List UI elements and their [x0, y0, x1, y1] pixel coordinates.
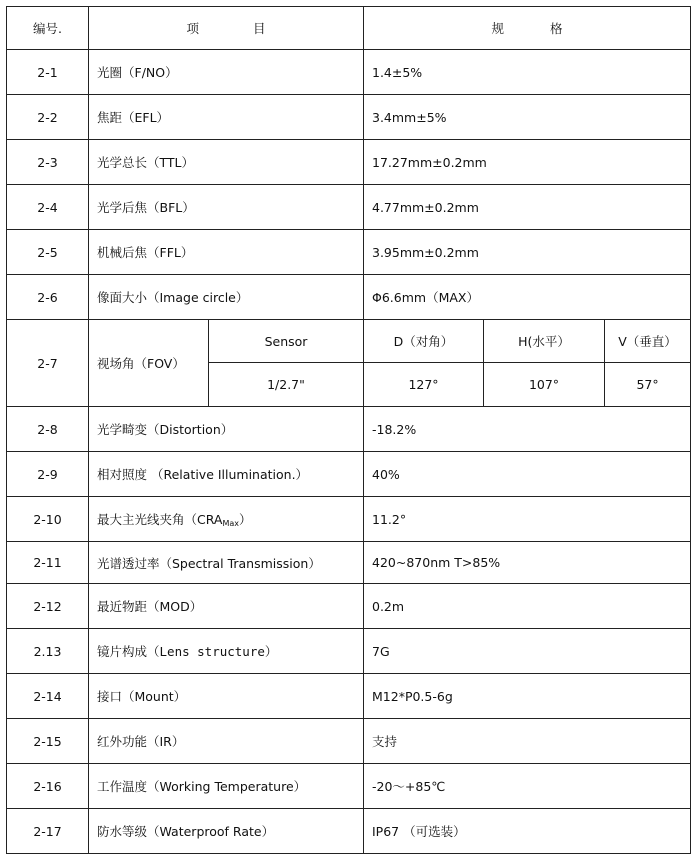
row-value: -18.2%: [364, 407, 691, 452]
row-value: 1.4±5%: [364, 50, 691, 95]
table-row: [7, 674, 691, 719]
table-row: [7, 140, 691, 185]
row-item: 红外功能（IR）: [89, 719, 364, 764]
fov-value-sensor: 1/2.7": [209, 363, 364, 407]
fov-item: 视场角（FOV）: [89, 320, 209, 407]
row-value: 0.2m: [364, 584, 691, 629]
row-value: -20～+85℃: [364, 764, 691, 809]
fov-value-diagonal: 127°: [364, 363, 484, 407]
row-item: 光学后焦（BFL）: [89, 185, 364, 230]
fov-header-sensor: Sensor: [209, 320, 364, 363]
row-number: 2-5: [7, 230, 89, 275]
row-number: 2-7: [7, 320, 89, 407]
row-value: 11.2°: [364, 497, 691, 542]
header-spec-char-2: 格: [550, 21, 563, 36]
row-item: 光圈（F/NO）: [89, 50, 364, 95]
header-spec: [364, 7, 691, 50]
row-number: 2-14: [7, 674, 89, 719]
table-header-row: [7, 7, 691, 50]
table-row: [7, 275, 691, 320]
table-row: [7, 764, 691, 809]
lens-item-close: ）: [264, 644, 278, 659]
row-item: 最近物距（MOD）: [89, 584, 364, 629]
cra-item-close: ）: [239, 512, 252, 527]
row-item: 像面大小（Image circle）: [89, 275, 364, 320]
row-number: 2-3: [7, 140, 89, 185]
lens-item-text: 镜片构成（: [97, 644, 160, 659]
row-number: 2-17: [7, 809, 89, 854]
row-number: 2-6: [7, 275, 89, 320]
row-item: 工作温度（Working Temperature）: [89, 764, 364, 809]
cra-item: [89, 497, 364, 542]
row-value: 3.4mm±5%: [364, 95, 691, 140]
row-number: 2-12: [7, 584, 89, 629]
cra-max-subscript: Max: [222, 519, 240, 528]
row-number: 2.13: [7, 629, 89, 674]
row-number: 2-11: [7, 542, 89, 584]
row-number: 2-15: [7, 719, 89, 764]
cra-item-text: 最大主光线夹角（CRA: [97, 512, 223, 527]
row-value: 40%: [364, 452, 691, 497]
header-item-char-1: 项: [186, 21, 199, 36]
table-row: [7, 407, 691, 452]
row-item: 相对照度 （Relative Illumination.）: [89, 452, 364, 497]
table-row: [7, 497, 691, 542]
fov-header-row: [7, 320, 691, 363]
row-value: Φ6.6mm（MAX）: [364, 275, 691, 320]
table-row: [7, 542, 691, 584]
table-row: [7, 809, 691, 854]
fov-header-vertical: V（垂直）: [605, 320, 691, 363]
row-value: IP67 （可选装）: [364, 809, 691, 854]
table-row: [7, 629, 691, 674]
row-item: 光学畸变（Distortion）: [89, 407, 364, 452]
row-value: 3.95mm±0.2mm: [364, 230, 691, 275]
row-item: 机械后焦（FFL）: [89, 230, 364, 275]
row-value: 7G: [364, 629, 691, 674]
row-number: 2-2: [7, 95, 89, 140]
row-item: 光学总长（TTL）: [89, 140, 364, 185]
header-spec-char-1: 规: [491, 21, 505, 36]
fov-value-horizontal: 107°: [484, 363, 605, 407]
table-row: [7, 185, 691, 230]
row-item: 焦距（EFL）: [89, 95, 364, 140]
fov-value-vertical: 57°: [605, 363, 691, 407]
row-value: 支持: [364, 719, 691, 764]
table-row: [7, 452, 691, 497]
row-number: 2-4: [7, 185, 89, 230]
table-row: [7, 230, 691, 275]
table-row: [7, 50, 691, 95]
row-number: 2-1: [7, 50, 89, 95]
row-value: 420~870nm T>85%: [364, 542, 691, 584]
row-value: 17.27mm±0.2mm: [364, 140, 691, 185]
spec-table: [6, 6, 691, 854]
fov-header-diagonal: D（对角）: [364, 320, 484, 363]
lens-item-structure: Lens structure: [159, 644, 265, 659]
row-number: 2-8: [7, 407, 89, 452]
row-value: 4.77mm±0.2mm: [364, 185, 691, 230]
row-number: 2-16: [7, 764, 89, 809]
row-value: M12*P0.5-6g: [364, 674, 691, 719]
header-number: 编号.: [7, 7, 89, 50]
header-item: [89, 7, 364, 50]
table-row: [7, 95, 691, 140]
lens-item: [89, 629, 364, 674]
table-row: [7, 584, 691, 629]
row-number: 2-9: [7, 452, 89, 497]
row-item: 光谱透过率（Spectral Transmission）: [89, 542, 364, 584]
table-row: [7, 719, 691, 764]
row-item: 接口（Mount）: [89, 674, 364, 719]
row-item: 防水等级（Waterproof Rate）: [89, 809, 364, 854]
fov-header-horizontal: H(水平）: [484, 320, 605, 363]
header-item-char-2: 目: [253, 21, 266, 36]
row-number: 2-10: [7, 497, 89, 542]
